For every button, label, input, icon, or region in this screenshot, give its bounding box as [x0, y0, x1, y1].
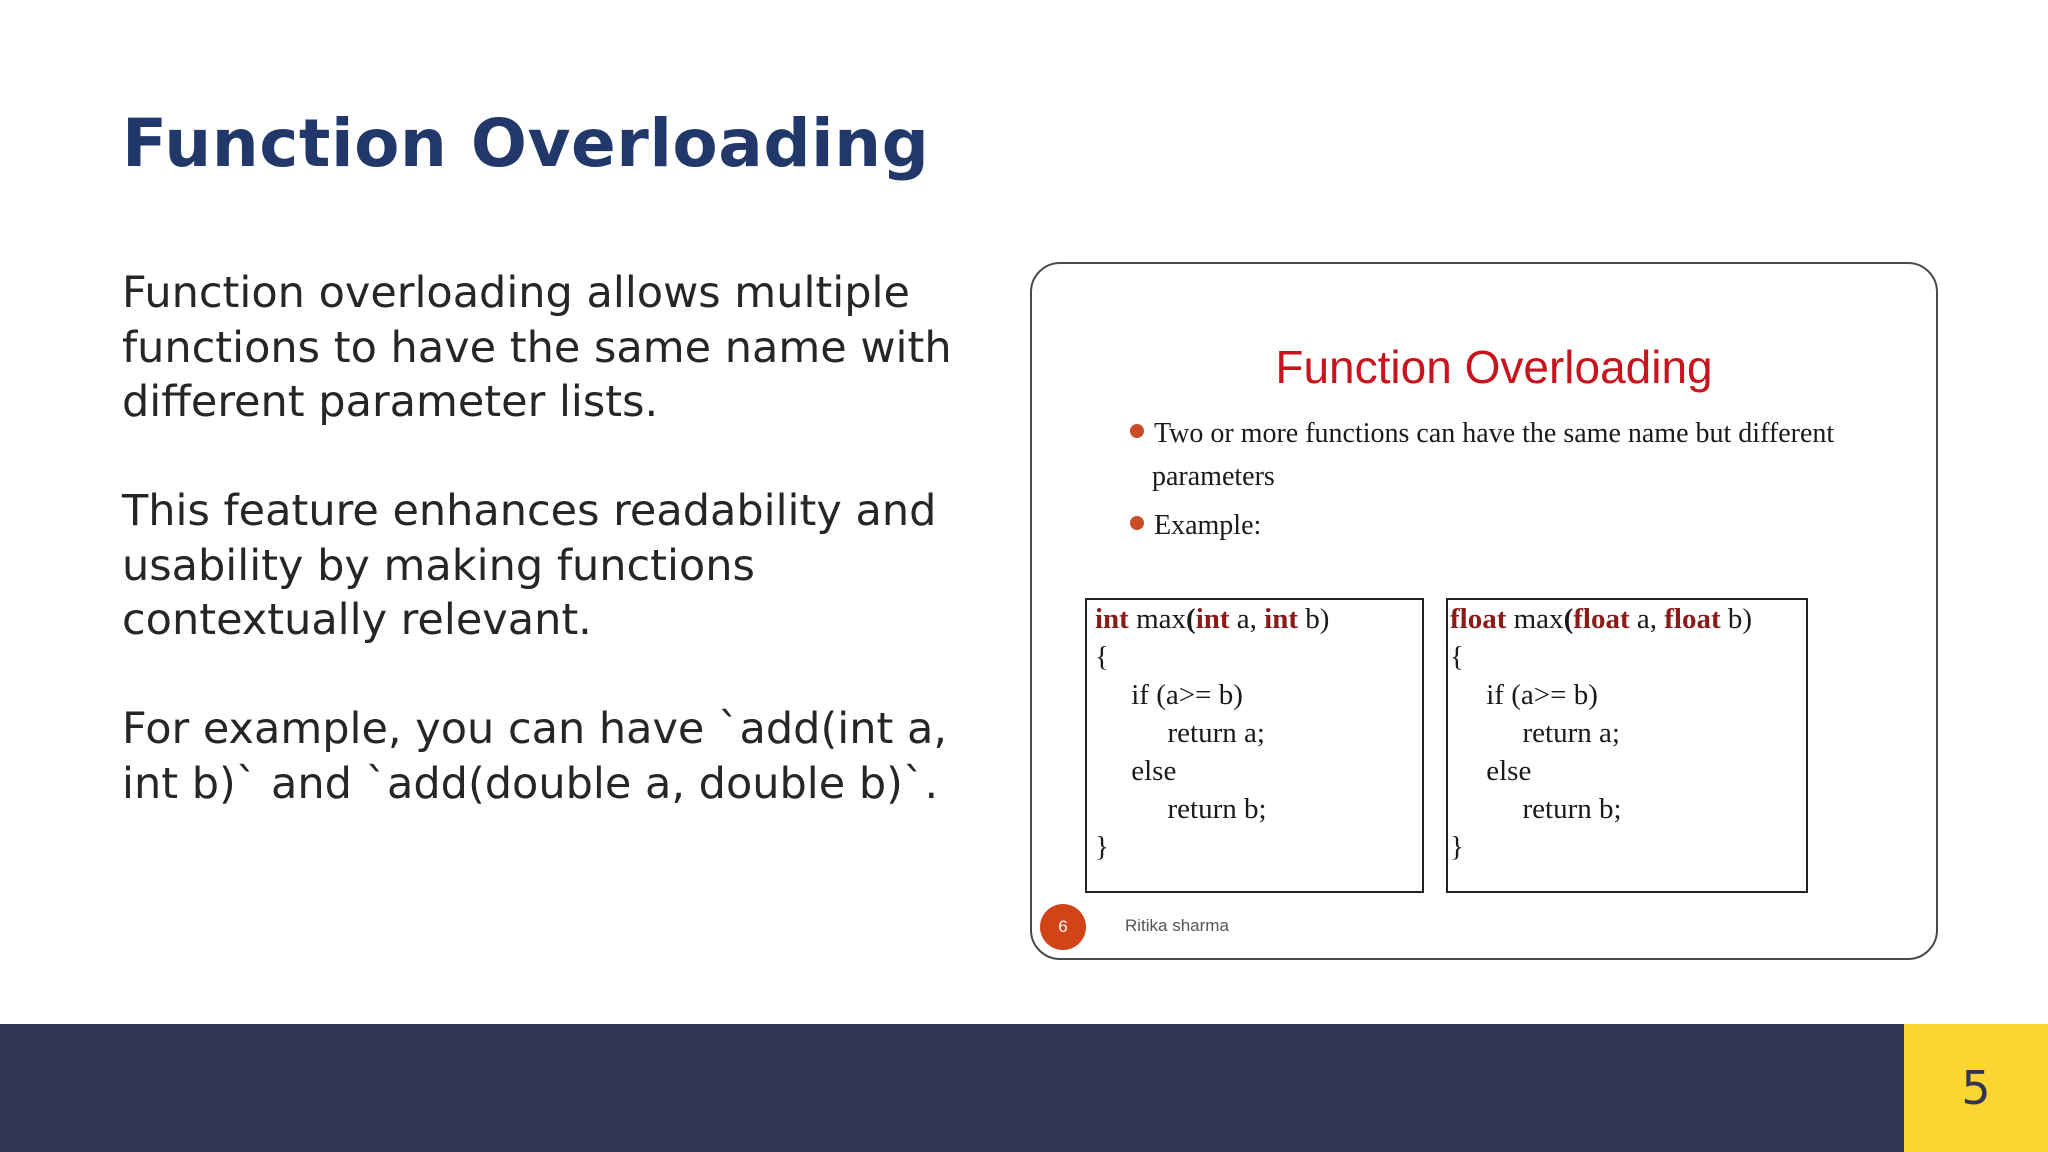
embedded-slide-title: Function Overloading	[1275, 341, 1713, 393]
embedded-bullet: Example:	[1154, 510, 1262, 541]
code-signature: float max(float a, float b)	[1450, 603, 1753, 635]
code-line: else	[1450, 755, 1532, 787]
code-example-float	[1446, 598, 1808, 893]
bullet-dot-icon	[1130, 424, 1144, 438]
code-line: return a;	[1450, 717, 1620, 749]
body-paragraph: For example, you can have `add(int a, int b)` and `add(double a, double b)`.	[122, 704, 947, 809]
embedded-bullet: Two or more functions can have the same name but different	[1154, 418, 1835, 449]
slide-body	[122, 266, 1002, 866]
body-paragraph: Function overloading allows multiple functions to have the same name with different parameter lists.	[122, 268, 952, 427]
slide-title: Function Overloading	[122, 105, 930, 182]
embedded-bullet-continuation: parameters	[1152, 461, 1275, 492]
bullet-dot-icon	[1130, 516, 1144, 530]
code-line: if (a>= b)	[1095, 679, 1243, 711]
embedded-author: Ritika sharma	[1125, 916, 1229, 935]
code-line: }	[1450, 831, 1464, 863]
code-line: {	[1450, 641, 1464, 673]
footer-bar	[0, 1024, 1904, 1152]
page-number: 5	[1904, 1024, 2048, 1152]
code-line: if (a>= b)	[1450, 679, 1598, 711]
code-line: else	[1095, 755, 1177, 787]
embedded-slide-image	[1030, 262, 1938, 960]
code-example-int	[1085, 598, 1424, 893]
code-signature: int max(int a, int b)	[1095, 603, 1330, 635]
code-line: }	[1095, 831, 1109, 863]
code-line: return b;	[1450, 793, 1622, 825]
code-line: return b;	[1095, 793, 1267, 825]
embedded-page-number-badge: 6	[1040, 904, 1086, 950]
body-paragraph: This feature enhances readability and usability by making functions contextually relevant.	[122, 486, 937, 645]
code-line: return a;	[1095, 717, 1265, 749]
code-line: {	[1095, 641, 1109, 673]
